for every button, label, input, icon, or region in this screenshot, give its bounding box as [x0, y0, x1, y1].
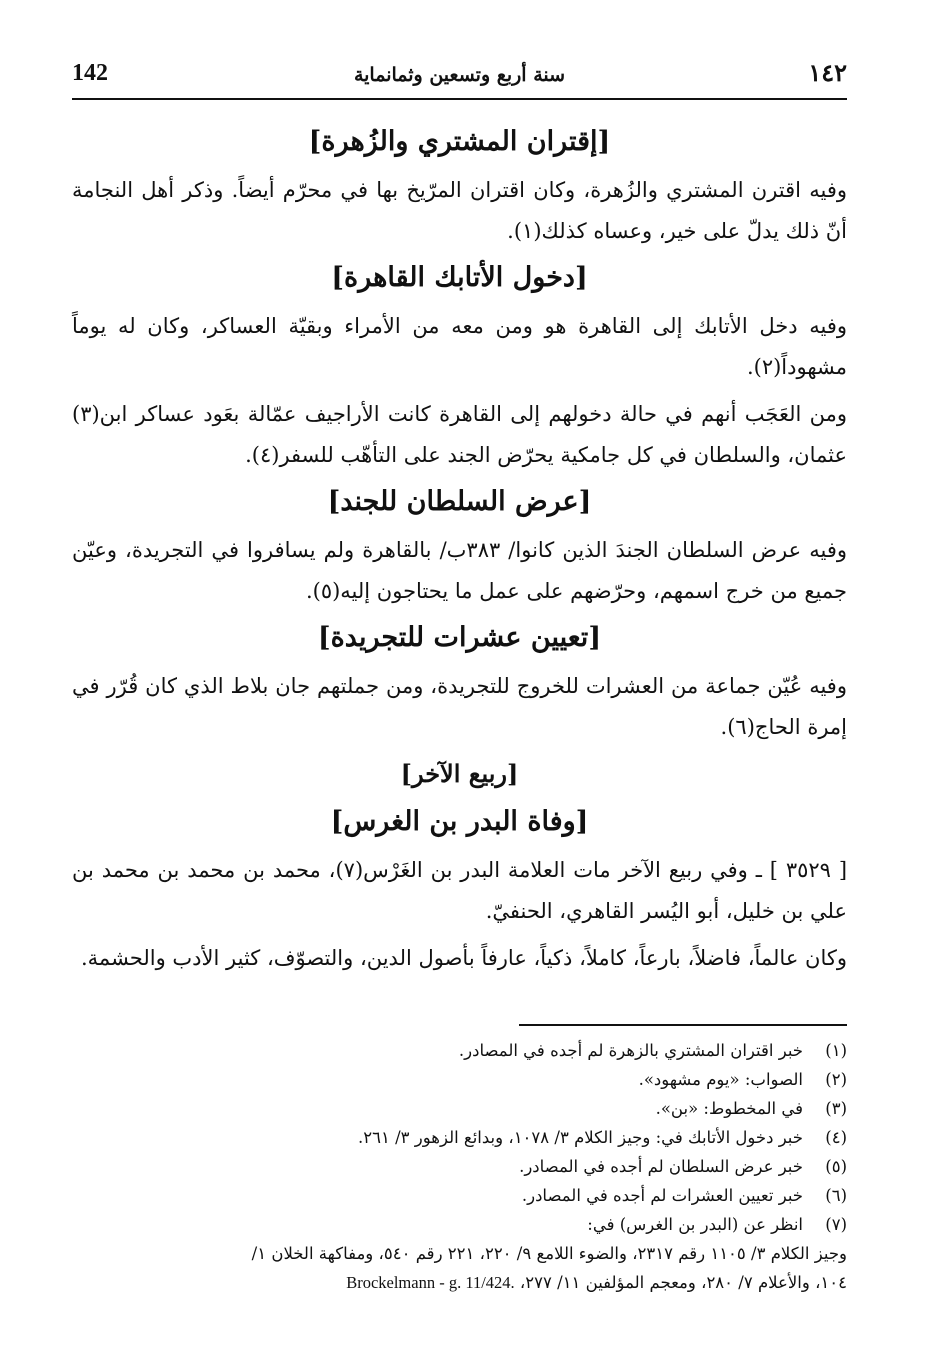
- obituary-paragraph: [ ٣٥٢٩ ] ـ وفي ربيع الآخر مات العلامة البدر بن الغَرْس(٧)، محمد بن محمد بن محمد بن علي بن خليل، أبو اليُسر القاهري، الحنفيّ.: [72, 858, 848, 923]
- footnote-continuation: [72, 1239, 847, 1297]
- paragraph: وفيه دخل الأتابك إلى القاهرة هو ومن معه من الأمراء وبقيّة العساكر، وكان له يوماً مشهوداً(٢).: [72, 314, 847, 379]
- footnote-text: خبر تعيين العشرات لم أجده في المصادر.: [521, 1186, 803, 1205]
- footnote-text: انظر عن (البدر بن الغرس) في:: [587, 1215, 803, 1234]
- footnote-number: (٣): [825, 1099, 847, 1118]
- running-head: [72, 58, 847, 100]
- footnote-continuation-arabic: ١٠٤، والأعلام ٧/ ٢٨٠، ومعجم المؤلفين ١١/ ٢٧٧،: [519, 1273, 847, 1292]
- footnote: [72, 1152, 847, 1181]
- section-heading: [عرض السلطان للجند]: [327, 486, 592, 517]
- footnote-number: (٧): [825, 1215, 847, 1234]
- footnote: [72, 1094, 847, 1123]
- footnote-continuation-line: [72, 1268, 847, 1297]
- page-number-arabic: ١٤٢: [808, 58, 847, 87]
- footnote-text: في المخطوط: «بن».: [655, 1099, 803, 1118]
- section-heading: [دخول الأتابك القاهرة]: [331, 262, 588, 293]
- page-number-latin: 142: [72, 60, 108, 86]
- footnote: [72, 1123, 847, 1152]
- footnote: [72, 1210, 847, 1239]
- obituary-heading: [وفاة البدر بن الغرس]: [330, 806, 589, 837]
- month-heading: [ربيع الآخر]: [400, 759, 519, 788]
- footnote-number: (١): [825, 1041, 847, 1060]
- main-text: [72, 122, 847, 985]
- footnote-number: (٢): [825, 1070, 847, 1089]
- paragraph: وفيه اقترن المشتري والزُهرة، وكان اقتران المرّيخ بها في محرّم أيضاً. وذكر أهل النجامة أنّ ذلك يدلّ على خير، وعساه كذلك(١).: [72, 178, 847, 243]
- footnote-continuation-latin: Brockelmann - g. 11/424.: [346, 1273, 515, 1292]
- footnote-continuation-line: وجيز الكلام ٣/ ١١٠٥ رقم ٢٣١٧، والضوء اللامع ٩/ ٢٢٠، ٢٢١ رقم ٥٤٠، ومفاكهة الخلان ١/: [251, 1244, 847, 1263]
- footnote-text: خبر عرض السلطان لم أجده في المصادر.: [519, 1157, 803, 1176]
- footnote-number: (٥): [825, 1157, 847, 1176]
- paragraph: وفيه عُيّن جماعة من العشرات للخروج للتجريدة، ومن جملتهم جان بلاط الذي كان قُرّر في إمرة الحاج(٦).: [72, 674, 847, 739]
- footnote-text: خبر دخول الأتابك في: وجيز الكلام ٣/ ١٠٧٨، وبدائع الزهور ٣/ ٢٦١.: [358, 1128, 803, 1147]
- obituary-paragraph: وكان عالماً، فاضلاً، بارعاً، كاملاً، ذكياً، عارفاً بأصول الدين، والتصوّف، كثير الأدب والحشمة.: [81, 946, 847, 970]
- paragraph: وفيه عرض السلطان الجندَ الذين كانوا/ ٣٨٣ب/ بالقاهرة ولم يسافروا في التجريدة، وعيّن جميع من خرج اسمهم، وحرّضهم على عمل ما يحتاجون إليه(٥).: [72, 538, 847, 603]
- running-title: سنة أربع وتسعين وثمانماية: [353, 64, 566, 86]
- footnote: [72, 1181, 847, 1210]
- footnote-text: خبر اقتران المشتري بالزهرة لم أجده في المصادر.: [458, 1041, 803, 1060]
- footnotes: [72, 1036, 847, 1297]
- footnote: [72, 1036, 847, 1065]
- section-heading: [إقتران المشتري والزُهرة]: [308, 126, 611, 157]
- section-heading: [تعيين عشرات للتجريدة]: [317, 622, 602, 653]
- footnote-separator: [519, 1024, 847, 1026]
- paragraph: ومن العَجَب أنهم في حالة دخولهم إلى القاهرة كانت الأراجيف عمّالة بعَود عساكر ابن(٣) عثمان، والسلطان في كل جامكية يحرّض الجند على التأهّب للسفر(٤).: [72, 402, 847, 467]
- footnote-number: (٦): [825, 1186, 847, 1205]
- footnote-number: (٤): [825, 1128, 847, 1147]
- footnote: [72, 1065, 847, 1094]
- footnote-text: الصواب: «يوم مشهود».: [638, 1070, 803, 1089]
